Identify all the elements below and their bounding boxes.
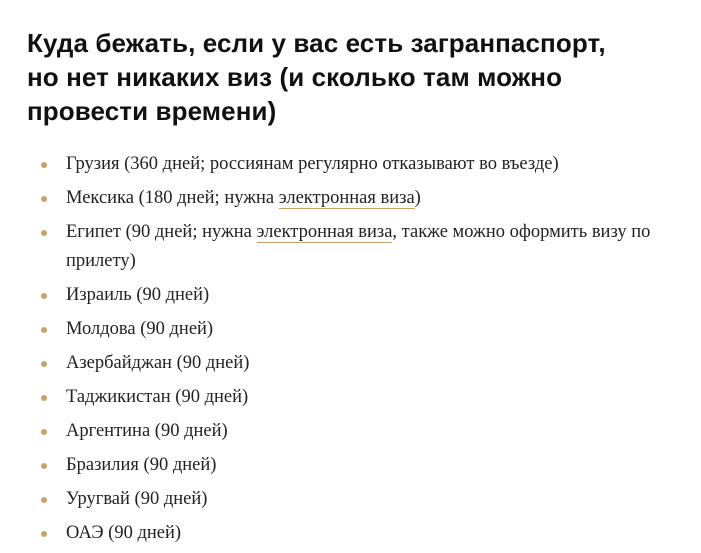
- list-item-text: , также можно оформить визу по прилету): [66, 222, 651, 271]
- list-item-uae: [27, 519, 677, 548]
- list-item-israel: [27, 281, 677, 310]
- bullet-icon: [41, 230, 47, 236]
- bullet-icon: [41, 395, 47, 401]
- e-visa-link[interactable]: электронная виза: [256, 222, 393, 242]
- list-item-tajikistan: [27, 383, 677, 412]
- title-line: провести времени): [27, 96, 277, 126]
- list-item-text: Мексика (180 дней; нужна: [66, 188, 279, 208]
- bullet-icon: [41, 429, 47, 435]
- bullet-icon: [41, 162, 47, 168]
- bullet-icon: [41, 327, 47, 333]
- bullet-icon: [41, 196, 47, 202]
- bullet-icon: [41, 293, 47, 299]
- list-item-uruguay: [27, 485, 677, 514]
- list-item-text: Аргентина (90 дней): [66, 421, 228, 441]
- e-visa-link[interactable]: электронная виза: [278, 188, 415, 208]
- list-item-text: Грузия (360 дней; россиянам регулярно отказывают во въезде): [66, 154, 559, 174]
- title-line: но нет никаких виз (и сколько там можно: [27, 62, 563, 92]
- list-item-azerbaijan: [27, 349, 677, 378]
- list-item-text: Египет (90 дней; нужна: [66, 222, 257, 242]
- list-item-text: Уругвай (90 дней): [66, 489, 208, 509]
- bullet-icon: [41, 497, 47, 503]
- list-item-text: ОАЭ (90 дней): [66, 523, 182, 543]
- list-item-georgia: [27, 150, 677, 179]
- list-item-text: ): [414, 188, 421, 208]
- list-item-brazil: [27, 451, 677, 480]
- list-item-argentina: [27, 417, 677, 446]
- bullet-icon: [41, 531, 47, 537]
- country-list: [27, 150, 677, 548]
- bullet-icon: [41, 361, 47, 367]
- list-item-moldova: [27, 315, 677, 344]
- article-title: [27, 26, 677, 128]
- list-item-text: Бразилия (90 дней): [66, 455, 217, 475]
- list-item-text: Таджикистан (90 дней): [66, 387, 249, 407]
- article: [27, 26, 677, 553]
- list-item-text: Молдова (90 дней): [66, 319, 214, 339]
- bullet-icon: [41, 463, 47, 469]
- list-item-egypt: [27, 218, 677, 276]
- list-item-mexico: [27, 184, 677, 213]
- title-line: Куда бежать, если у вас есть загранпаспорт,: [27, 28, 606, 58]
- list-item-text: Азербайджан (90 дней): [66, 353, 250, 373]
- list-item-text: Израиль (90 дней): [66, 285, 210, 305]
